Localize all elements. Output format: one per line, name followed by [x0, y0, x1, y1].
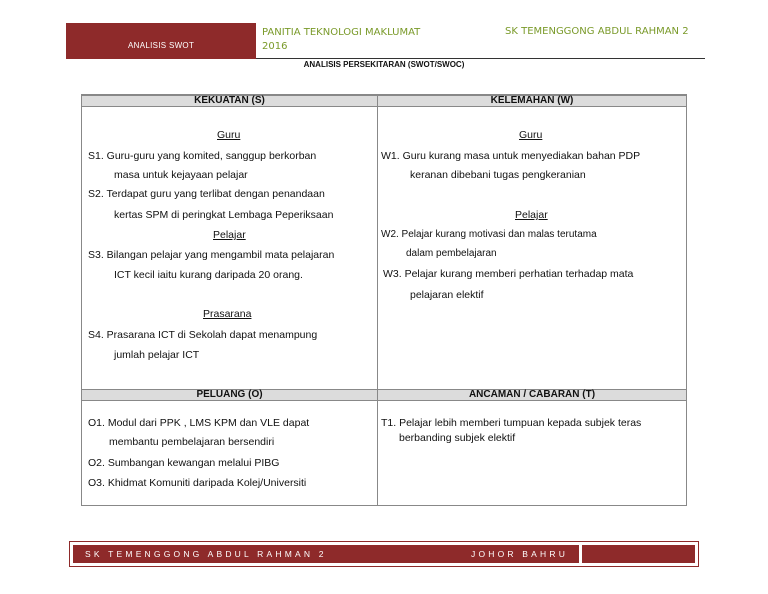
- strengths-heading: KEKUATAN (S): [82, 95, 377, 107]
- strength-s1: S1. Guru-guru yang komited, sanggup berkorban: [88, 150, 317, 162]
- weakness-w2: W2. Pelajar kurang motivasi dan malas terutama: [381, 229, 597, 240]
- footer-accent-block: [582, 545, 695, 563]
- weaknesses-category-pelajar: Pelajar: [515, 209, 548, 221]
- footer-band: [73, 545, 579, 563]
- strengths-category-pelajar: Pelajar: [213, 229, 246, 241]
- strength-s3: S3. Bilangan pelajar yang mengambil mata pelajaran: [88, 249, 335, 261]
- opportunity-o2: O2. Sumbangan kewangan melalui PIBG: [88, 457, 280, 469]
- opportunity-o1: O1. Modul dari PPK , LMS KPM dan VLE dapat: [88, 417, 310, 429]
- strengths-category-prasarana: Prasarana: [203, 308, 252, 320]
- header-divider: [256, 58, 705, 59]
- strength-s4: S4. Prasarana ICT di Sekolah dapat menampung: [88, 329, 318, 341]
- header-left-label: ANALISIS SWOT: [128, 41, 195, 50]
- weakness-w3-cont: pelajaran elektif: [410, 289, 484, 301]
- table-column-divider: [377, 95, 378, 505]
- strengths-category-guru: Guru: [217, 129, 241, 141]
- footer-school-name: SK TEMENGGONG ABDUL RAHMAN 2: [85, 549, 327, 559]
- weakness-w1-cont: keranan dibebani tugas pengkeranian: [410, 169, 586, 181]
- strength-s2-cont: kertas SPM di peringkat Lembaga Peperiksaan: [114, 209, 334, 221]
- threats-heading: ANCAMAN / CABARAN (T): [378, 389, 686, 401]
- strength-s2: S2. Terdapat guru yang terlibat dengan penandaan: [88, 188, 325, 200]
- page-footer: [69, 541, 699, 567]
- opportunity-o1-cont: membantu pembelajaran bersendiri: [109, 436, 275, 448]
- threat-t1-cont: berbanding subjek elektif: [399, 432, 516, 444]
- weakness-w3: W3. Pelajar kurang memberi perhatian terhadap mata: [383, 268, 634, 280]
- weakness-w2-cont: dalam pembelajaran: [406, 248, 497, 259]
- strength-s4-cont: jumlah pelajar ICT: [114, 349, 200, 361]
- threat-t1: T1. Pelajar lebih memberi tumpuan kepada subjek teras: [381, 417, 642, 429]
- header-year: 2016: [262, 41, 288, 52]
- swot-table: [81, 94, 687, 506]
- header-committee-name: PANITIA TEKNOLOGI MAKLUMAT: [262, 27, 421, 38]
- opportunity-o3: O3. Khidmat Komuniti daripada Kolej/Universiti: [88, 477, 307, 489]
- weakness-w1: W1. Guru kurang masa untuk menyediakan bahan PDP: [381, 150, 641, 162]
- weaknesses-category-guru: Guru: [519, 129, 543, 141]
- header-title-block: [66, 23, 256, 59]
- opportunities-heading: PELUANG (O): [82, 389, 377, 401]
- weaknesses-heading: KELEMAHAN (W): [378, 95, 686, 107]
- footer-city: JOHOR BAHRU: [471, 549, 569, 559]
- header-committee: [262, 26, 420, 54]
- header-school-name: SK TEMENGGONG ABDUL RAHMAN 2: [505, 26, 689, 37]
- document-subtitle: ANALISIS PERSEKITARAN (SWOT/SWOC): [303, 60, 465, 69]
- strength-s1-cont: masa untuk kejayaan pelajar: [114, 169, 248, 181]
- strength-s3-cont: ICT kecil iaitu kurang daripada 20 orang.: [114, 269, 303, 281]
